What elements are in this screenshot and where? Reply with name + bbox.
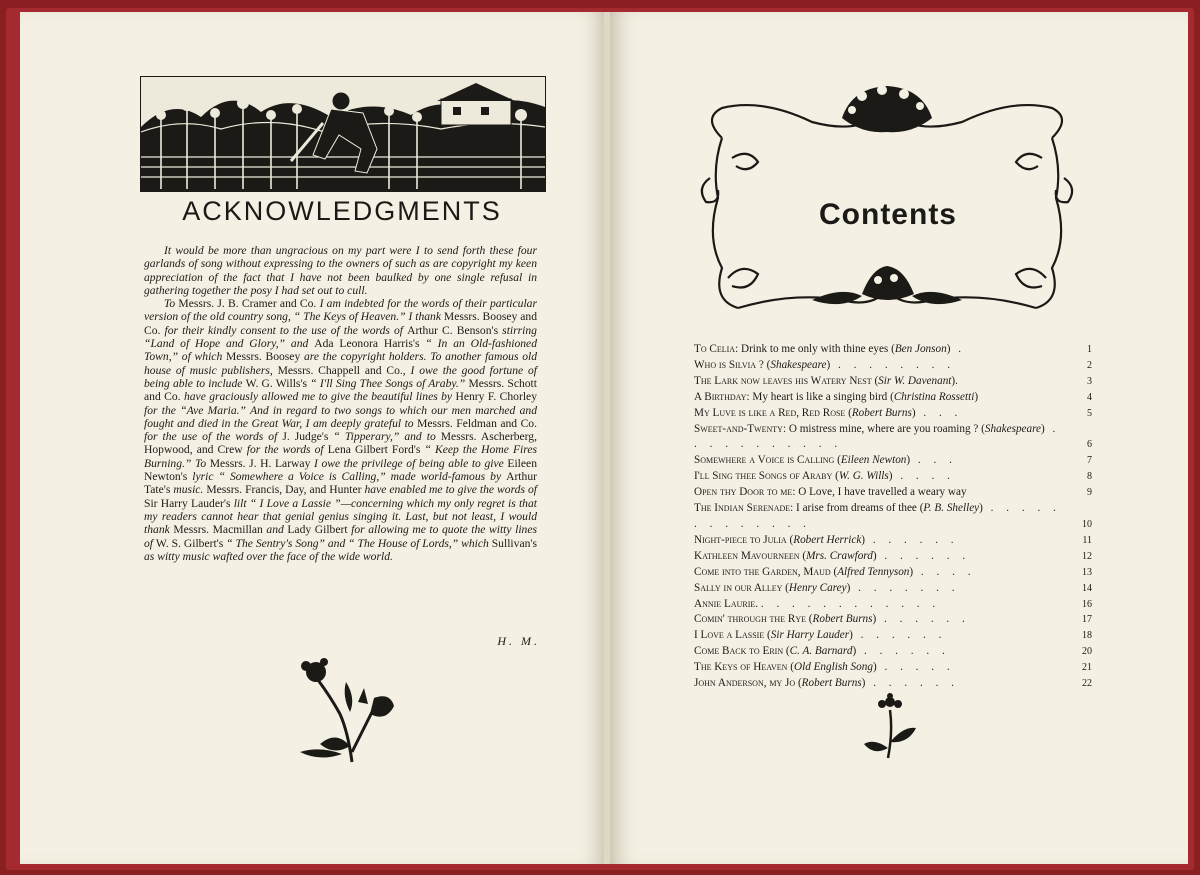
acknowledgments-heading: ACKNOWLEDGMENTS [182,196,502,226]
toc-author: C. A. Barnard [789,645,853,658]
toc-entry-title: Who is Silvia ? [694,358,764,371]
toc-author: Shakespeare [770,358,827,371]
toc-page-number: 22 [1082,678,1092,690]
acknowledgment-text: are the copyright holders. To another famous old house of music publishers, [144,350,538,377]
toc-leader-dots: . . . . . . [865,533,959,546]
toc-page-number: 14 [1082,582,1092,594]
toc-page-number: 7 [1087,455,1092,467]
toc-entry: Sweet-and-Twenty: O mistress mine, where are you roaming ? (Shakespeare) . . . . . . . . . . . 6 [694,422,1092,454]
toc-separator: : [735,343,741,355]
toc-leader-dots: . [950,343,967,355]
toc-first-line: I arise from dreams of thee [796,502,920,515]
acknowledgment-text: for the use of the words of [144,430,283,444]
acknowledgment-text: “ Keep the Home Fires Burning.” To [144,443,537,470]
toc-leader-dots: . . . . [892,470,955,483]
acknowledgment-text: “ Tipperary,” and to [328,430,441,444]
acknowledgment-text: “ I'll Sing Thee Songs of Araby.” [307,376,469,390]
toc-separator: : [790,502,797,515]
contents-heading: Contents [819,198,957,231]
toc-first-line: O mistress mine, where are you roaming ? [788,422,982,435]
toc-separator [845,407,848,419]
toc-entry: The Indian Serenade: I arise from dreams of thee (P. B. Shelley) . . . . . . . . . . . . . 10 [694,501,1092,533]
toc-entry-title: Kathleen Mavourneen [694,549,800,562]
toc-entry: Come into the Garden, Maud (Alfred Tennyson) . . . . 13 [694,565,1092,581]
toc-entry-title: My Luve is like a Red, Red Rose [694,406,846,419]
toc-entry-title: John Anderson, my Jo [694,677,796,690]
acknowledgment-text: for their kindly consent to the use of the words of [160,323,408,337]
toc-entry: To Celia: Drink to me only with thine eyes (Ben Jonson) . 1 [694,342,1092,358]
toc-entry: I Love a Lassie (Sir Harry Lauder) . . . . . . 18 [694,628,1092,644]
toc-entry-title: Somewhere a Voice is Calling [694,454,835,467]
toc-author: Shakespeare [984,422,1042,435]
toc-leader-dots: . . . . . . [876,549,971,562]
acknowledgment-text: and [262,523,288,537]
table-of-contents [694,342,1092,692]
acknowledgment-text: I owe the good fortune of being able to include [144,363,538,390]
acknowledgment-text: for the “Ave Maria.” And in regard to two songs to which our men marched and fought and died in the Great War, I am deeply grateful to [144,403,537,430]
acknowledgments-paragraph-1: It would be more than ungracious on my part were I to send forth these four garlands of song without expressing to the owners of such as are copyright my keen appreciation of the fact that I have not been baulked by one single refusal in gathering together the posy I had set out to cull. [144,244,537,297]
acknowledged-name: Messrs. Francis, Day, and Hunter [206,483,362,497]
toc-author: Henry Carey [788,581,847,594]
toc-separator: : [782,422,789,435]
acknowledged-name: Arthur Tate's [144,470,537,497]
acknowledged-name: Messrs. Ascherberg, Hopwood, and Crew [144,430,537,457]
toc-entry-title: A Birthday [694,390,747,403]
toc-entry: A Birthday: My heart is like a singing bird (Christina Rossetti) 4 [694,390,1092,406]
toc-leader-dots: . . . . . [876,661,955,674]
toc-leader-dots: . . . . . . . . . . . . [760,597,941,610]
toc-leader-dots: . . . [915,406,963,419]
toc-page-number: 12 [1082,550,1092,562]
toc-entry: Somewhere a Voice is Calling (Eileen Newton) . . . 7 [694,453,1092,469]
acknowledged-name: Sullivan's [491,536,537,550]
toc-page-number: 6 [1087,439,1092,451]
toc-entry: I'll Sing thee Songs of Araby (W. G. Wills) . . . . 8 [694,469,1092,485]
toc-author: Alfred Tennyson [837,565,910,578]
toc-leader-dots: . . . . . . . . [830,358,955,371]
toc-entry: Kathleen Mavourneen (Mrs. Crawford) . . . . . . 12 [694,549,1092,565]
toc-separator [832,470,835,482]
toc-separator [795,677,798,689]
acknowledged-name: Lady Gilbert [287,523,348,537]
toc-author: Sir W. Davenant [878,374,952,387]
toc-page-number: 8 [1087,471,1092,483]
toc-separator: . [755,597,761,610]
toc-page-number: 18 [1082,630,1092,642]
toc-author: Mrs. Crawford [806,549,873,562]
toc-page-number: 4 [1087,391,1092,403]
toc-entry: Night-piece to Julia (Robert Herrick) . . . . . . 11 [694,533,1092,549]
toc-author: Ben Jonson [894,343,947,355]
acknowledgments-paragraph-2 [144,297,537,563]
acknowledgment-text: “ The Sentry's Song” and “ The House of Lords,” which [223,536,492,550]
acknowledged-name: Messrs. Feldman and Co. [417,416,538,430]
toc-entry: John Anderson, my Jo (Robert Burns) . . . . . . 22 [694,676,1092,692]
toc-entry: Sally in our Alley (Henry Carey) . . . . . . . 14 [694,581,1092,597]
acknowledgment-text: as witty music wafted over the face of the wide world. [144,549,393,563]
toc-entry-title: Sweet-and-Twenty [694,422,783,435]
signature: H. M. [497,634,540,648]
toc-separator [787,661,790,673]
acknowledged-name: Messrs. Boosey and Co. [144,310,537,337]
toc-entry-title: Sally in our Alley [694,581,783,594]
toc-separator [787,534,790,546]
acknowledged-name: Henry F. Chorley [455,390,537,404]
toc-entry-title: Annie Laurie [694,597,756,610]
toc-page-number: 13 [1082,566,1092,578]
toc-entry: The Lark now leaves his Watery Nest (Sir W. Davenant). 3 [694,374,1092,390]
toc-author: W. G. Wills [838,470,889,483]
toc-entry: The Keys of Heaven (Old English Song) . . . . . 21 [694,660,1092,676]
toc-separator: : [746,390,753,403]
small-flower-ornament [860,692,920,764]
toc-author: Sir Harry Lauder [770,629,850,642]
toc-leader-dots: . . . . . . [856,645,950,658]
toc-page-number: 21 [1082,662,1092,674]
toc-page-number: 3 [1087,375,1092,387]
acknowledgment-text: stirring “Land of Hope and Glory,” and [144,323,537,351]
acknowledged-name: Lena Gilbert Ford's [327,443,421,457]
right-page [610,12,1188,864]
toc-separator [872,375,875,387]
toc-first-line: My heart is like a singing bird [752,390,891,403]
toc-entry [694,597,1092,613]
toc-page-number: 10 [1082,518,1092,530]
toc-separator [783,645,786,657]
acknowledged-name: W. S. Gilbert's [155,536,224,550]
toc-entry: Come Back to Erin (C. A. Barnard) . . . . . . 20 [694,644,1092,660]
acknowledgment-text: have enabled me to give the words of [361,483,537,497]
toc-page-number: 16 [1082,598,1092,610]
toc-entry-title: Come Back to Erin [694,645,784,658]
acknowledgment-text: I owe the privilege of being able to give [310,456,508,470]
acknowledgment-text: I am indebted for the words of their particular version of the old country song, “ The Keys of Heaven.” I thank [144,297,537,324]
acknowledgment-text: lyric “ Somewhere a Voice is Calling,” made world-famous by [187,470,507,484]
acknowledgment-text: have graciously allowed me to give the beautiful lines by [180,390,456,404]
acknowledged-name: J. Judge's [282,430,329,444]
toc-leader-dots: . . . . . . [876,613,970,626]
toc-leader-dots: . [955,374,963,387]
toc-separator [782,582,785,594]
toc-author: P. B. Shelley [923,502,980,515]
garden-woodcut-illustration [140,76,546,192]
toc-entry-title: To Celia [694,343,736,355]
acknowledged-name: Sir Harry Lauder's [144,496,231,510]
toc-leader-dots: . . . . . . [852,629,947,642]
toc-author: Robert Burns [801,677,862,690]
toc-page-number: 2 [1087,359,1092,371]
toc-leader-dots: . . . . . . [865,677,959,690]
toc-page-number: 5 [1087,407,1092,419]
toc-leader-dots: . . . . . . . . . . . . . [694,502,1061,530]
toc-entry-title: Come into the Garden, Maud [694,565,831,578]
acknowledged-name: Arthur C. Benson's [407,323,499,337]
toc-page-number: 20 [1082,646,1092,658]
acknowledged-name: Messrs. Macmillan [173,523,263,537]
toc-entry-title: Open thy Door to me [694,486,793,499]
toc-author: Robert Burns [851,406,912,419]
toc-entry: My Luve is like a Red, Red Rose (Robert Burns) . . . 5 [694,406,1092,422]
toc-leader-dots: . . . . . . . . . . . [694,422,1061,451]
flower-sprig-ornament [290,652,400,767]
toc-separator [764,359,767,371]
toc-page-number: 9 [1087,487,1092,499]
toc-leader-dots: . . . [910,454,957,467]
toc-entry-title: I'll Sing thee Songs of Araby [694,470,833,483]
acknowledged-name: Ada Leonora Harris's [314,337,420,351]
toc-separator: : [792,486,799,499]
toc-author: Christina Rossetti [893,390,975,403]
toc-separator [834,454,837,466]
acknowledgment-text: for allowing me to quote the witty lines of [144,523,538,550]
toc-separator [764,629,767,641]
toc-page-number: 11 [1082,534,1092,546]
toc-separator [806,613,809,625]
acknowledgments-body [144,244,537,563]
toc-first-line: O Love, I have travelled a weary way [798,486,967,499]
acknowledged-name: Messrs. J. B. Cramer and Co. [178,297,317,311]
toc-leader-dots: . . . . . . . [850,581,960,594]
toc-entry: Comin' through the Rye (Robert Burns) . . . . . . 17 [694,612,1092,628]
toc-author: Old English Song [794,661,873,674]
acknowledgment-text: “ In an Old-fashioned Town,” of which [144,337,537,364]
toc-separator [800,550,803,562]
acknowledged-name: Eileen Newton's [144,456,537,484]
toc-author: Robert Burns [812,613,873,626]
acknowledgment-text: To [164,297,179,311]
toc-author: Robert Herrick [793,533,862,546]
acknowledgment-text: lilt “ I Love a Lassie ”—concerning which my only regret is that my readers cannot hear that genial genius singing it. Last, but not least, I would thank [144,496,537,537]
toc-entry-title: Night-piece to Julia [694,533,787,546]
toc-author: Eileen Newton [840,454,907,467]
toc-entry-title: The Indian Serenade [694,502,791,515]
toc-entry [694,485,1092,501]
toc-entry-title: The Lark now leaves his Watery Nest [694,374,872,387]
acknowledged-name: Messrs. Boosey [225,350,301,364]
toc-entry-title: I Love a Lassie [694,629,765,642]
toc-entry-title: The Keys of Heaven [694,661,788,674]
toc-entry: Who is Silvia ? (Shakespeare) . . . . . . . . 2 [694,358,1092,374]
acknowledged-name: Messrs. J. H. Larway [209,456,311,470]
book [6,8,1194,870]
toc-separator [831,566,834,578]
acknowledgment-text: music. [170,483,207,497]
toc-first-line: Drink to me only with thine eyes [741,343,892,355]
toc-leader-dots: . . . . [913,565,976,578]
left-page [20,12,606,864]
toc-page-number: 17 [1082,614,1092,626]
acknowledgment-text: for the words of [242,443,328,457]
acknowledged-name: Messrs. Chappell and Co., [277,363,406,377]
toc-entry-title: Comin' through the Rye [694,613,806,626]
acknowledged-name: W. G. Wills's [245,376,308,390]
toc-page-number: 1 [1087,344,1092,355]
acknowledged-name: Messrs. Schott and Co. [144,376,537,404]
